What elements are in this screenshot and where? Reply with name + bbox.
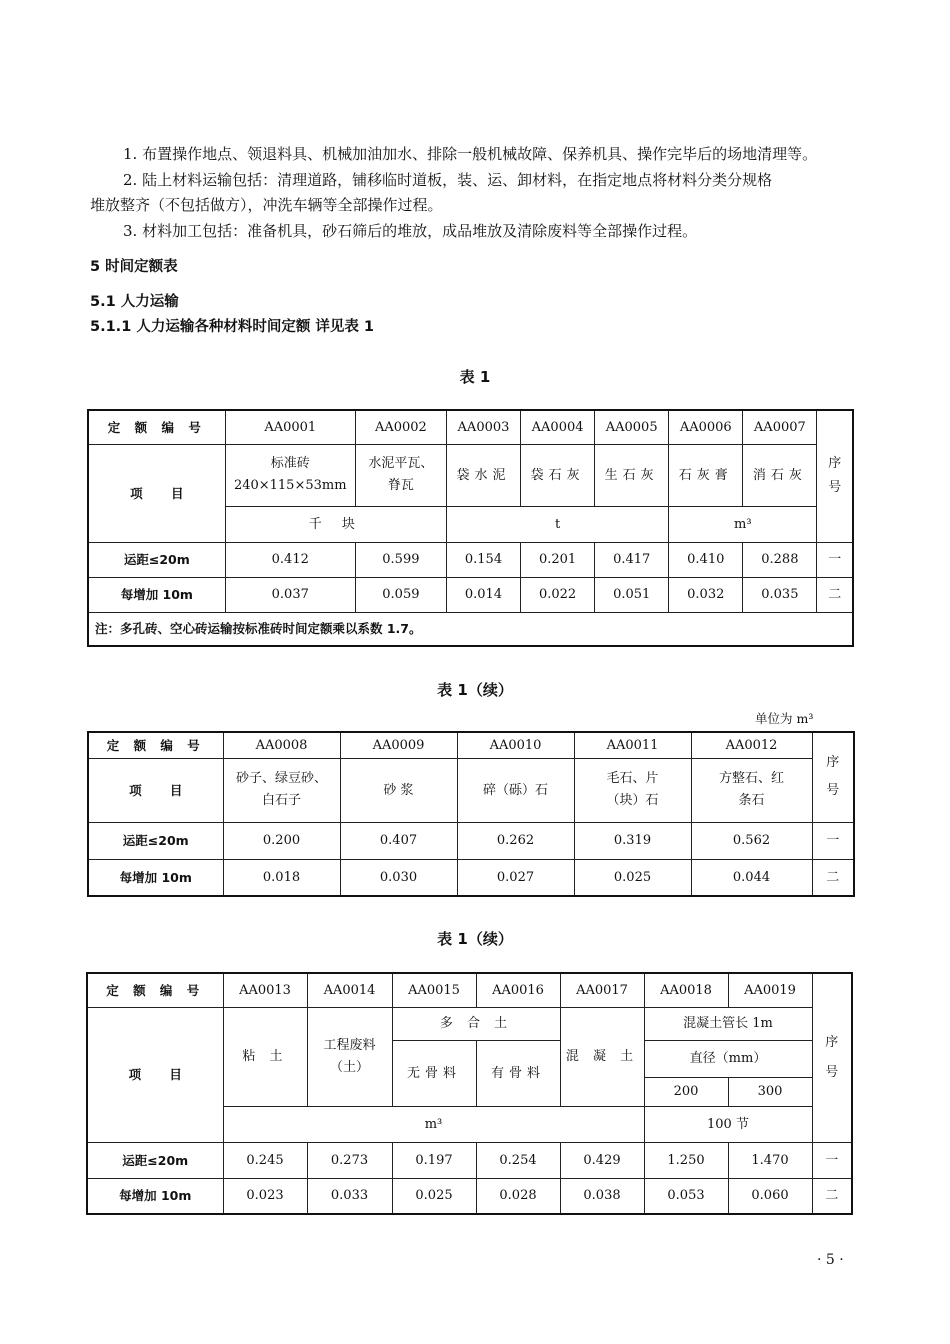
table1-cell: 0.412 <box>225 542 355 577</box>
table3-item-waste: 工程废料（土） <box>307 1007 392 1106</box>
table1-cell: 0.417 <box>595 542 669 577</box>
table1-row-label: 运距≤20m <box>88 542 225 577</box>
table1-unit: 千 块 <box>225 506 446 542</box>
page-number: · 5 · <box>817 1252 844 1268</box>
table2-item: 毛石、片（块）石 <box>574 758 691 822</box>
table1-code: AA0005 <box>595 410 669 444</box>
table2-seq: 一 <box>812 822 854 859</box>
table2-seq: 二 <box>812 859 854 896</box>
table2 <box>87 731 855 897</box>
table1-code: AA0002 <box>355 410 446 444</box>
paragraph-3: 3. 材料加工包括：准备机具，砂石筛后的堆放，成品堆放及清除废料等全部操作过程。 <box>123 222 698 240</box>
table3-item-d200: 200 <box>644 1077 728 1106</box>
table1-cell: 0.201 <box>521 542 595 577</box>
table2-caption: 表 1（续） <box>437 681 513 699</box>
table2-cell: 0.018 <box>223 859 340 896</box>
table1-cell: 0.599 <box>355 542 446 577</box>
table1-item: 消石灰 <box>743 444 817 506</box>
table2-cell: 0.044 <box>691 859 812 896</box>
heading-5-1-1: 5.1.1 人力运输各种材料时间定额 详见表 1 <box>90 319 375 335</box>
table2-row-label: 运距≤20m <box>88 822 223 859</box>
table2-cell: 0.025 <box>574 859 691 896</box>
table1-code: AA0004 <box>521 410 595 444</box>
heading-5-1: 5.1 人力运输 <box>90 294 179 310</box>
table3-cell: 0.038 <box>560 1178 644 1214</box>
table2-code: AA0010 <box>457 732 574 758</box>
table3-cell: 0.245 <box>223 1142 307 1178</box>
table2-item: 砂子、绿豆砂、白石子 <box>223 758 340 822</box>
table2-code-label: 定 额 编 号 <box>88 732 223 758</box>
table3-item-no-aggregate: 无骨料 <box>392 1040 476 1106</box>
table1-cell: 0.022 <box>521 577 595 612</box>
table3 <box>86 972 853 1215</box>
table1-code: AA0007 <box>743 410 817 444</box>
table1-unit: m³ <box>669 506 817 542</box>
table1-item: 生石灰 <box>595 444 669 506</box>
paragraph-2-cont: 堆放整齐（不包括做方），冲洗车辆等全部操作过程。 <box>90 196 443 214</box>
table2-code: AA0012 <box>691 732 812 758</box>
table3-cell: 0.060 <box>728 1178 812 1214</box>
table3-cell: 0.254 <box>476 1142 560 1178</box>
table2-cell: 0.319 <box>574 822 691 859</box>
table3-cell: 0.197 <box>392 1142 476 1178</box>
table1-cell: 0.035 <box>743 577 817 612</box>
table1-seq: 二 <box>817 577 853 612</box>
paragraph-1: 1. 布置操作地点、领退料具、机械加油加水、排除一般机械故障、保养机具、操作完毕后的场地清理等。 <box>123 145 818 163</box>
table2-item-label: 项 目 <box>88 758 223 822</box>
table2-code: AA0011 <box>574 732 691 758</box>
table3-seq: 二 <box>812 1178 852 1214</box>
table1-cell: 0.032 <box>669 577 743 612</box>
table1-cell: 0.288 <box>743 542 817 577</box>
table3-item-clay: 粘 土 <box>223 1007 307 1106</box>
table2-row-label: 每增加 10m <box>88 859 223 896</box>
table2-code: AA0008 <box>223 732 340 758</box>
table3-code: AA0019 <box>728 973 812 1007</box>
table1-item: 石灰膏 <box>669 444 743 506</box>
table2-cell: 0.262 <box>457 822 574 859</box>
table3-item-concrete: 混 凝 土 <box>560 1007 644 1106</box>
table3-seq: 一 <box>812 1142 852 1178</box>
table2-cell: 0.407 <box>340 822 457 859</box>
table2-code: AA0009 <box>340 732 457 758</box>
table2-cell: 0.027 <box>457 859 574 896</box>
table3-row-label: 运距≤20m <box>87 1142 223 1178</box>
table1-item: 袋石灰 <box>521 444 595 506</box>
table1-cell: 0.037 <box>225 577 355 612</box>
table3-code: AA0016 <box>476 973 560 1007</box>
table1-item: 标准砖 240×115×53mm <box>225 444 355 506</box>
table3-cell: 0.023 <box>223 1178 307 1214</box>
table1 <box>87 409 854 647</box>
table1-code: AA0006 <box>669 410 743 444</box>
table1-caption: 表 1 <box>459 368 491 386</box>
table3-code: AA0017 <box>560 973 644 1007</box>
table1-code: AA0001 <box>225 410 355 444</box>
table1-unit: t <box>446 506 668 542</box>
table3-unit: 100 节 <box>644 1106 812 1142</box>
table1-item-label: 项 目 <box>88 444 225 542</box>
table1-item: 袋水泥 <box>446 444 520 506</box>
table3-item-diameter: 直径（mm） <box>644 1040 812 1077</box>
table1-cell: 0.154 <box>446 542 520 577</box>
table3-item-pipe: 混凝土管长 1m <box>644 1007 812 1040</box>
table2-cell: 0.030 <box>340 859 457 896</box>
table1-item: 水泥平瓦、脊瓦 <box>355 444 446 506</box>
table2-item: 方整石、红条石 <box>691 758 812 822</box>
table3-cell: 1.470 <box>728 1142 812 1178</box>
table3-unit: m³ <box>223 1106 644 1142</box>
table1-row-label: 每增加 10m <box>88 577 225 612</box>
table3-code: AA0018 <box>644 973 728 1007</box>
table3-cell: 0.429 <box>560 1142 644 1178</box>
table3-cell: 0.025 <box>392 1178 476 1214</box>
table3-code: AA0014 <box>307 973 392 1007</box>
heading-5: 5 时间定额表 <box>90 259 178 275</box>
table1-note: 注：多孔砖、空心砖运输按标准砖时间定额乘以系数 1.7。 <box>88 612 853 646</box>
table3-code-label: 定 额 编 号 <box>87 973 223 1007</box>
table1-cell: 0.059 <box>355 577 446 612</box>
table1-code-label: 定 额 编 号 <box>88 410 225 444</box>
table3-cell: 0.028 <box>476 1178 560 1214</box>
table3-cell: 1.250 <box>644 1142 728 1178</box>
table3-cell: 0.273 <box>307 1142 392 1178</box>
table1-seq: 一 <box>817 542 853 577</box>
table1-cell: 0.051 <box>595 577 669 612</box>
table3-seq-label: 序号 <box>812 973 852 1142</box>
table3-caption: 表 1（续） <box>437 930 513 948</box>
table1-seq-label: 序号 <box>817 410 853 542</box>
paragraph-2: 2. 陆上材料运输包括：清理道路，铺移临时道板，装、运、卸材料，在指定地点将材料分类分规格 <box>123 171 773 189</box>
table1-cell: 0.410 <box>669 542 743 577</box>
table2-item: 砂 浆 <box>340 758 457 822</box>
table2-cell: 0.200 <box>223 822 340 859</box>
table3-item-with-aggregate: 有骨料 <box>476 1040 560 1106</box>
table3-item-label: 项 目 <box>87 1007 223 1142</box>
table2-cell: 0.562 <box>691 822 812 859</box>
table3-item-mixed: 多 合 土 <box>392 1007 560 1040</box>
table2-unit-note: 单位为 m³ <box>755 711 814 726</box>
table1-code: AA0003 <box>446 410 520 444</box>
table3-code: AA0015 <box>392 973 476 1007</box>
table1-cell: 0.014 <box>446 577 520 612</box>
table3-cell: 0.033 <box>307 1178 392 1214</box>
table3-code: AA0013 <box>223 973 307 1007</box>
table2-seq-label: 序号 <box>812 732 854 822</box>
table3-cell: 0.053 <box>644 1178 728 1214</box>
table2-item: 碎（砾）石 <box>457 758 574 822</box>
table3-item-d300: 300 <box>728 1077 812 1106</box>
table3-row-label: 每增加 10m <box>87 1178 223 1214</box>
